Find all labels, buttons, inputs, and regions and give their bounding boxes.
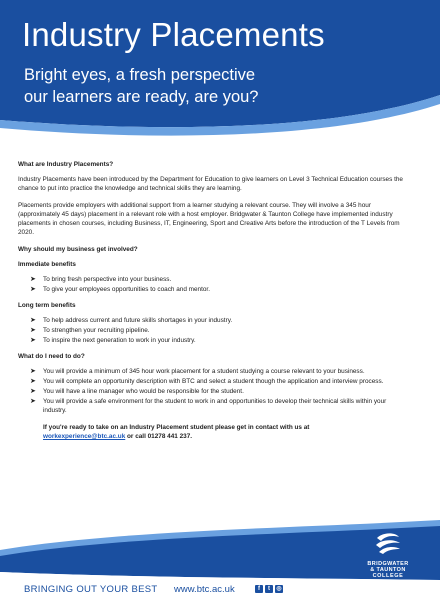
contact-phone: or call 01278 441 237. <box>125 433 193 440</box>
what-to-do-heading: What do I need to do? <box>18 353 85 360</box>
header-banner <box>0 0 440 140</box>
logo-line-1: BRIDGWATER <box>367 561 409 567</box>
btc-swirl-logo-icon <box>373 532 403 554</box>
cta-text: If you're ready to take on an Industry Placement student please get in contact with us at <box>43 424 310 431</box>
arrow-bullet-icon: ➤ <box>30 368 36 375</box>
arrow-bullet-icon: ➤ <box>30 286 36 293</box>
subtitle-line-2: our learners are ready, are you? <box>24 88 259 106</box>
contact-call-to-action <box>43 423 406 441</box>
list-item: ➤ To strengthen your recruiting pipeline. <box>30 327 150 334</box>
list-item: ➤ To help address current and future skills shortages in your industry. <box>30 317 233 324</box>
requirements-list <box>18 367 406 415</box>
list-item: ➤ You will provide a safe environment for the student to work in and opportunities to develop their technical skills within your industry. <box>30 398 387 414</box>
logo-line-3: COLLEGE <box>372 573 404 579</box>
list-item: ➤ You will provide a minimum of 345 hour work placement for a student studying a course relevant to your business. <box>30 368 365 375</box>
footer-tagline: BRINGING OUT YOUR BEST <box>24 584 158 595</box>
what-heading: What are Industry Placements? <box>18 161 114 168</box>
arrow-bullet-icon: ➤ <box>30 276 36 283</box>
arrow-bullet-icon: ➤ <box>30 337 36 344</box>
list-item: ➤ You will complete an opportunity description with BTC and select a student though the application and interview process. <box>30 378 384 385</box>
main-content <box>18 160 406 441</box>
website-link[interactable]: www.btc.ac.uk <box>174 584 235 595</box>
college-logo[interactable] <box>358 532 418 579</box>
page-title: Industry Placements <box>22 16 325 53</box>
contact-email-link[interactable]: workexperience@btc.ac.uk <box>43 433 126 440</box>
logo-line-2: & TAUNTON <box>370 567 406 573</box>
what-paragraph-1: Industry Placements have been introduced by the Department for Education to give learners on Level 3 Technical Education courses the chance to put into practice the knowledge and technical skills they are learning. <box>18 176 403 192</box>
twitter-icon[interactable]: t <box>265 585 273 593</box>
arrow-bullet-icon: ➤ <box>30 388 36 395</box>
list-item: ➤ To inspire the next generation to work in your industry. <box>30 337 196 344</box>
page-subtitle <box>24 64 259 108</box>
what-paragraph-2: Placements provide employers with additional support from a learner studying a relevant course. They will involve a 345 hour (approximately 45 days) placement in a relevant role with a host employer. Bridgwater & Taunton College have implemented industry placements in chosen courses, including Business, IT, Engineering, Sport and Creative Arts before the introduction of the T Levels from 2020. <box>18 202 400 236</box>
long-term-benefits-heading: Long term benefits <box>18 302 76 309</box>
subtitle-line-1: Bright eyes, a fresh perspective <box>24 66 256 84</box>
facebook-icon[interactable]: f <box>255 585 263 593</box>
arrow-bullet-icon: ➤ <box>30 327 36 334</box>
long-term-benefits-list <box>18 316 406 345</box>
immediate-benefits-list <box>18 275 406 294</box>
list-item: ➤ To bring fresh perspective into your business. <box>30 276 172 283</box>
social-icons <box>255 585 283 593</box>
arrow-bullet-icon: ➤ <box>30 317 36 324</box>
instagram-icon[interactable]: ◎ <box>276 586 282 592</box>
list-item: ➤ To give your employees opportunities to coach and mentor. <box>30 286 210 293</box>
why-heading: Why should my business get involved? <box>18 246 138 253</box>
immediate-benefits-heading: Immediate benefits <box>18 261 76 268</box>
list-item: ➤ You will have a line manager who would be responsible for the student. <box>30 388 244 395</box>
arrow-bullet-icon: ➤ <box>30 398 36 405</box>
arrow-bullet-icon: ➤ <box>30 378 36 385</box>
